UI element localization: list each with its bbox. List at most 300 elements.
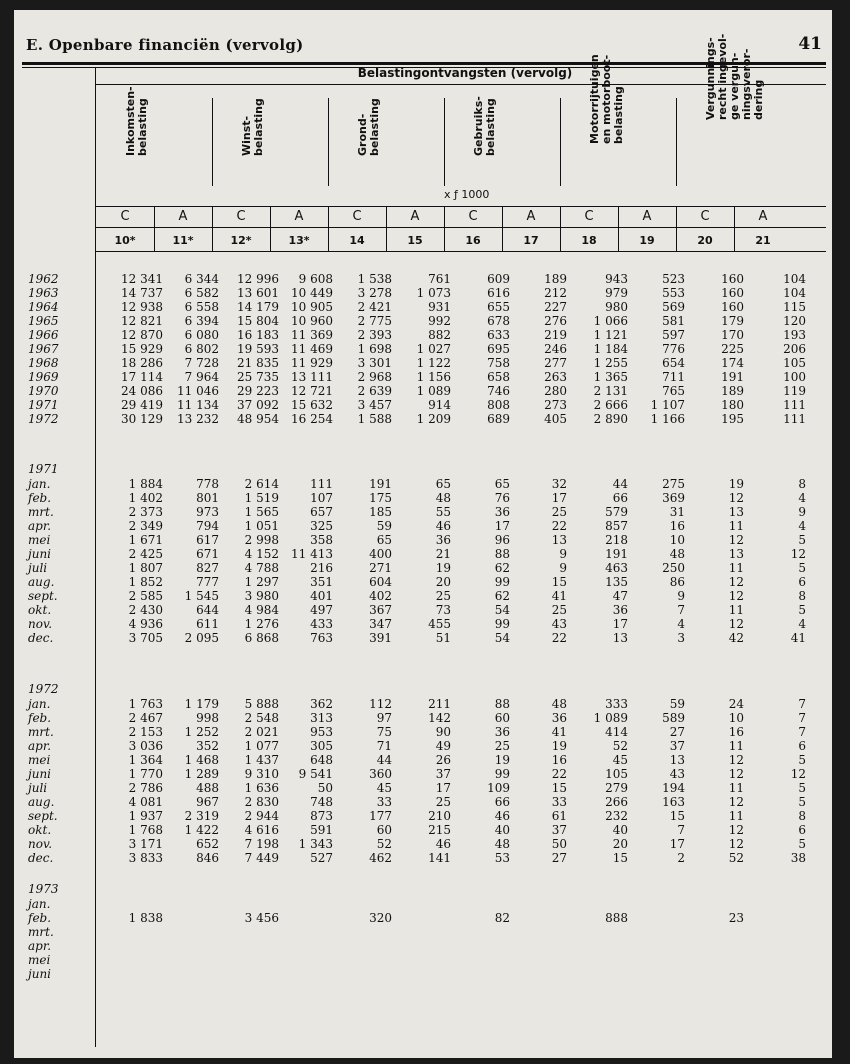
table-cell: 616 — [487, 286, 510, 300]
table-cell: 76 — [494, 491, 510, 505]
table-cell: 99 — [494, 617, 510, 631]
table-cell: 2 666 — [593, 398, 628, 412]
row-label: 1969 — [28, 370, 59, 384]
table-cell: 1 051 — [244, 519, 279, 533]
table-cell: 15 — [551, 781, 567, 795]
table-cell: 29 419 — [121, 398, 163, 412]
table-cell: 658 — [487, 370, 510, 384]
table-cell: 135 — [605, 575, 628, 589]
row-label: apr. — [28, 739, 52, 753]
table-cell: 191 — [605, 547, 628, 561]
table-cell: 22 — [551, 519, 567, 533]
table-cell: 12 — [728, 617, 744, 631]
table-cell: 12 341 — [121, 272, 163, 286]
column-group-divider — [676, 98, 677, 186]
table-cell: 19 — [435, 561, 451, 575]
table-cell: 1 838 — [128, 911, 163, 925]
row-label: 1965 — [28, 314, 59, 328]
table-cell: 215 — [428, 823, 451, 837]
column-number: 14 — [349, 234, 365, 247]
table-cell: 609 — [487, 272, 510, 286]
table-cell: 12 — [728, 837, 744, 851]
table-cell: 1 807 — [128, 561, 163, 575]
table-cell: 648 — [310, 753, 333, 767]
table-cell: 320 — [369, 911, 392, 925]
table-cell: 9 541 — [298, 767, 333, 781]
table-cell: 1 437 — [244, 753, 279, 767]
table-cell: 60 — [494, 711, 510, 725]
table-cell: 65 — [376, 533, 392, 547]
table-cell: 808 — [487, 398, 510, 412]
table-cell: 22 — [551, 767, 567, 781]
table-cell: 1 156 — [416, 370, 451, 384]
table-cell: 1 365 — [593, 370, 628, 384]
column-number: 20 — [697, 234, 713, 247]
table-cell: 55 — [435, 505, 451, 519]
table-cell: 1 089 — [416, 384, 451, 398]
row-label: nov. — [28, 617, 53, 631]
table-cell: 352 — [196, 739, 219, 753]
table-cell: 4 — [798, 617, 806, 631]
table-cell: 1 027 — [416, 342, 451, 356]
section-title: E. Openbare financiën (vervolg) — [26, 36, 304, 54]
table-cell: 43 — [551, 617, 567, 631]
table-cell: 414 — [605, 725, 628, 739]
table-cell: 617 — [196, 533, 219, 547]
table-cell: 589 — [662, 711, 685, 725]
table-cell: 7 198 — [244, 837, 279, 851]
table-cell: 7 — [798, 711, 806, 725]
table-cell: 6 868 — [244, 631, 279, 645]
table-cell: 279 — [605, 781, 628, 795]
table-cell: 1 107 — [650, 398, 685, 412]
table-cell: 10 — [669, 533, 685, 547]
column-number: 21 — [755, 234, 771, 247]
table-cell: 195 — [721, 412, 744, 426]
column-group-header — [212, 92, 270, 184]
table-cell: 111 — [783, 398, 806, 412]
table-cell: 51 — [435, 631, 451, 645]
table-cell: 61 — [551, 809, 567, 823]
table-cell: 313 — [310, 711, 333, 725]
table-cell: 42 — [728, 631, 744, 645]
table-cell: 62 — [494, 561, 510, 575]
table-cell: 19 593 — [237, 342, 279, 356]
table-cell: 3 980 — [244, 589, 279, 603]
table-cell: 2 585 — [128, 589, 163, 603]
table-cell: 13 232 — [177, 412, 219, 426]
ca-cell: A — [410, 209, 420, 224]
table-cell: 1 184 — [593, 342, 628, 356]
table-cell: 12 721 — [291, 384, 333, 398]
column-group-header — [676, 33, 765, 184]
row-label: mei — [28, 953, 51, 967]
column-group-label: Winst- belasting — [240, 98, 265, 156]
table-cell: 88 — [494, 547, 510, 561]
table-cell: 998 — [196, 711, 219, 725]
column-group-label: Vergunnings- recht ingevol- ge vergun- ningsveror- dering — [704, 33, 765, 120]
table-cell: 20 — [435, 575, 451, 589]
table-cell: 581 — [662, 314, 685, 328]
table-cell: 141 — [428, 851, 451, 865]
table-cell: 604 — [369, 575, 392, 589]
table-cell: 86 — [669, 575, 685, 589]
row-label: okt. — [28, 603, 52, 617]
table-cell: 1 565 — [244, 505, 279, 519]
table-cell: 765 — [662, 384, 685, 398]
table-cell: 402 — [369, 589, 392, 603]
table-cell: 17 — [435, 781, 451, 795]
table-cell: 12 — [728, 767, 744, 781]
table-cell: 5 — [798, 781, 806, 795]
table-cell: 433 — [310, 617, 333, 631]
table-cell: 189 — [544, 272, 567, 286]
table-cell: 2 095 — [184, 631, 219, 645]
table-cell: 1 538 — [357, 272, 392, 286]
column-number: 11* — [172, 234, 194, 247]
table-cell: 358 — [310, 533, 333, 547]
table-cell: 488 — [196, 781, 219, 795]
table-cell: 19 — [728, 477, 744, 491]
table-cell: 48 — [494, 837, 510, 851]
table-cell: 119 — [783, 384, 806, 398]
table-cell: 38 — [790, 851, 806, 865]
table-cell: 12 — [728, 795, 744, 809]
table-cell: 1 089 — [593, 711, 628, 725]
table-cell: 4 616 — [244, 823, 279, 837]
table-cell: 107 — [310, 491, 333, 505]
column-group-label: Gebruiks- belasting — [472, 96, 497, 156]
table-cell: 276 — [544, 314, 567, 328]
table-cell: 11 413 — [291, 547, 333, 561]
table-cell: 33 — [376, 795, 392, 809]
column-number: 12* — [230, 234, 252, 247]
table-cell: 250 — [662, 561, 685, 575]
table-cell: 115 — [783, 300, 806, 314]
column-group-divider — [328, 98, 329, 186]
table-cell: 758 — [487, 356, 510, 370]
table-cell: 13 — [551, 533, 567, 547]
table-cell: 175 — [369, 491, 392, 505]
table-cell: 3 036 — [128, 739, 163, 753]
table-cell: 82 — [494, 911, 510, 925]
table-cell: 2 467 — [128, 711, 163, 725]
table-cell: 3 705 — [128, 631, 163, 645]
table-cell: 15 804 — [237, 314, 279, 328]
table-cell: 111 — [783, 412, 806, 426]
table-cell: 1 297 — [244, 575, 279, 589]
table-cell: 6 080 — [184, 328, 219, 342]
table-cell: 17 — [551, 491, 567, 505]
row-label: dec. — [28, 631, 54, 645]
table-cell: 8 — [798, 589, 806, 603]
unit-label: x ƒ 1000 — [444, 188, 490, 201]
table-cell: 37 — [435, 767, 451, 781]
page-number: 41 — [798, 34, 822, 54]
table-cell: 142 — [428, 711, 451, 725]
table-cell: 2 349 — [128, 519, 163, 533]
table-cell: 7 449 — [244, 851, 279, 865]
table-cell: 10 960 — [291, 314, 333, 328]
ca-cell: C — [236, 209, 246, 224]
row-label: jan. — [28, 697, 51, 711]
table-cell: 12 — [728, 533, 744, 547]
table-cell: 1 121 — [593, 328, 628, 342]
table-cell: 553 — [662, 286, 685, 300]
table-cell: 992 — [428, 314, 451, 328]
table-cell: 25 — [435, 589, 451, 603]
table-cell: 611 — [196, 617, 219, 631]
table-cell: 52 — [376, 837, 392, 851]
table-cell: 3 171 — [128, 837, 163, 851]
table-cell: 748 — [310, 795, 333, 809]
table-cell: 14 179 — [237, 300, 279, 314]
table-cell: 1 122 — [416, 356, 451, 370]
table-cell: 33 — [551, 795, 567, 809]
table-cell: 46 — [435, 519, 451, 533]
table-cell: 1 519 — [244, 491, 279, 505]
table-cell: 53 — [494, 851, 510, 865]
table-cell: 25 — [435, 795, 451, 809]
table-cell: 7 — [798, 697, 806, 711]
row-label: jan. — [28, 477, 51, 491]
table-cell: 11 — [728, 739, 744, 753]
ca-cell: C — [584, 209, 594, 224]
table-cell: 914 — [428, 398, 451, 412]
column-group-divider — [444, 98, 445, 186]
column-number: 15 — [407, 234, 423, 247]
row-label: jan. — [28, 897, 51, 911]
row-label: nov. — [28, 837, 53, 851]
row-label: feb. — [28, 711, 52, 725]
table-cell: 11 — [728, 781, 744, 795]
table-cell: 1 179 — [184, 697, 219, 711]
table-cell: 36 — [494, 505, 510, 519]
table-cell: 2 430 — [128, 603, 163, 617]
table-cell: 21 — [435, 547, 451, 561]
row-label: aug. — [28, 575, 55, 589]
table-cell: 2 — [677, 851, 685, 865]
row-label: 1962 — [28, 272, 59, 286]
column-group-header — [444, 92, 502, 184]
group-title: Belastingontvangsten (vervolg) — [357, 66, 573, 80]
table-cell: 275 — [662, 477, 685, 491]
table-cell: 2 425 — [128, 547, 163, 561]
table-cell: 652 — [196, 837, 219, 851]
column-group-divider — [560, 98, 561, 186]
table-cell: 280 — [544, 384, 567, 398]
table-cell: 6 — [798, 739, 806, 753]
ca-cell: A — [758, 209, 768, 224]
table-cell: 2 421 — [357, 300, 392, 314]
table-cell: 5 — [798, 603, 806, 617]
table-cell: 367 — [369, 603, 392, 617]
table-cell: 678 — [487, 314, 510, 328]
column-group-header — [560, 54, 625, 184]
table-cell: 59 — [669, 697, 685, 711]
table-cell: 405 — [544, 412, 567, 426]
table-cell: 112 — [369, 697, 392, 711]
table-cell: 6 558 — [184, 300, 219, 314]
table-cell: 7 728 — [184, 356, 219, 370]
table-cell: 7 — [798, 725, 806, 739]
table-cell: 16 — [551, 753, 567, 767]
row-label: mrt. — [28, 725, 54, 739]
table-cell: 225 — [721, 342, 744, 356]
table-cell: 3 — [677, 631, 685, 645]
table-cell: 2 319 — [184, 809, 219, 823]
table-cell: 369 — [662, 491, 685, 505]
table-cell: 4 152 — [244, 547, 279, 561]
row-label: sept. — [28, 809, 58, 823]
table-cell: 11 369 — [291, 328, 333, 342]
table-cell: 333 — [605, 697, 628, 711]
table-cell: 2 944 — [244, 809, 279, 823]
table-cell: 49 — [435, 739, 451, 753]
table-cell: 189 — [721, 384, 744, 398]
table-cell: 5 — [798, 753, 806, 767]
table-cell: 163 — [662, 795, 685, 809]
table-cell: 41 — [551, 589, 567, 603]
table-cell: 1 255 — [593, 356, 628, 370]
table-cell: 801 — [196, 491, 219, 505]
table-cell: 2 548 — [244, 711, 279, 725]
table-cell: 13 601 — [237, 286, 279, 300]
table-cell: 6 344 — [184, 272, 219, 286]
table-cell: 54 — [494, 603, 510, 617]
table-cell: 12 938 — [121, 300, 163, 314]
row-label: feb. — [28, 491, 52, 505]
table-cell: 3 456 — [244, 911, 279, 925]
table-cell: 216 — [310, 561, 333, 575]
table-cell: 26 — [435, 753, 451, 767]
table-cell: 29 223 — [237, 384, 279, 398]
row-label: juli — [28, 561, 48, 575]
table-cell: 4 081 — [128, 795, 163, 809]
table-cell: 1 545 — [184, 589, 219, 603]
table-cell: 5 — [798, 533, 806, 547]
table-cell: 1 252 — [184, 725, 219, 739]
table-cell: 2 639 — [357, 384, 392, 398]
row-label: sept. — [28, 589, 58, 603]
table-cell: 65 — [494, 477, 510, 491]
table-cell: 846 — [196, 851, 219, 865]
table-cell: 827 — [196, 561, 219, 575]
table-cell: 11 134 — [177, 398, 219, 412]
table-cell: 657 — [310, 505, 333, 519]
table-cell: 12 821 — [121, 314, 163, 328]
row-label: 1972 — [28, 412, 59, 426]
table-cell: 1 468 — [184, 753, 219, 767]
table-cell: 1 209 — [416, 412, 451, 426]
table-cell: 4 — [677, 617, 685, 631]
ca-cell: C — [700, 209, 710, 224]
table-cell: 2 998 — [244, 533, 279, 547]
colnum-rule — [96, 251, 826, 252]
table-cell: 3 457 — [357, 398, 392, 412]
table-cell: 15 929 — [121, 342, 163, 356]
table-cell: 210 — [428, 809, 451, 823]
table-cell: 9 — [677, 589, 685, 603]
table-cell: 111 — [310, 477, 333, 491]
table-cell: 88 — [494, 697, 510, 711]
table-cell: 9 — [559, 561, 567, 575]
table-cell: 11 — [728, 603, 744, 617]
table-cell: 12 — [728, 753, 744, 767]
table-cell: 16 183 — [237, 328, 279, 342]
table-cell: 104 — [783, 286, 806, 300]
table-cell: 1 770 — [128, 767, 163, 781]
table-cell: 10 449 — [291, 286, 333, 300]
table-cell: 21 835 — [237, 356, 279, 370]
table-cell: 100 — [783, 370, 806, 384]
table-cell: 1 698 — [357, 342, 392, 356]
table-cell: 5 888 — [244, 697, 279, 711]
table-cell: 73 — [435, 603, 451, 617]
table-cell: 12 996 — [237, 272, 279, 286]
table-cell: 160 — [721, 272, 744, 286]
table-cell: 19 — [494, 753, 510, 767]
table-cell: 347 — [369, 617, 392, 631]
table-cell: 1 636 — [244, 781, 279, 795]
table-cell: 218 — [605, 533, 628, 547]
table-cell: 401 — [310, 589, 333, 603]
row-label: mei — [28, 533, 51, 547]
table-cell: 41 — [551, 725, 567, 739]
table-cell: 3 278 — [357, 286, 392, 300]
table-cell: 27 — [551, 851, 567, 865]
table-cell: 177 — [369, 809, 392, 823]
table-cell: 10 905 — [291, 300, 333, 314]
table-cell: 20 — [612, 837, 628, 851]
table-cell: 7 — [677, 603, 685, 617]
table-cell: 695 — [487, 342, 510, 356]
table-cell: 24 — [728, 697, 744, 711]
table-cell: 1 077 — [244, 739, 279, 753]
table-cell: 46 — [494, 809, 510, 823]
table-cell: 9 310 — [244, 767, 279, 781]
table-cell: 30 129 — [121, 412, 163, 426]
table-cell: 2 614 — [244, 477, 279, 491]
table-cell: 15 632 — [291, 398, 333, 412]
table-cell: 227 — [544, 300, 567, 314]
table-cell: 11 — [728, 561, 744, 575]
table-cell: 36 — [551, 711, 567, 725]
column-number: 10* — [114, 234, 136, 247]
table-cell: 4 — [798, 491, 806, 505]
table-cell: 12 — [728, 491, 744, 505]
table-cell: 1 402 — [128, 491, 163, 505]
table-cell: 212 — [544, 286, 567, 300]
table-cell: 105 — [783, 356, 806, 370]
table-cell: 3 833 — [128, 851, 163, 865]
table-cell: 43 — [669, 767, 685, 781]
table-cell: 194 — [662, 781, 685, 795]
table-cell: 325 — [310, 519, 333, 533]
table-cell: 12 — [790, 547, 806, 561]
table-cell: 973 — [196, 505, 219, 519]
table-cell: 2 131 — [593, 384, 628, 398]
ca-cell: A — [642, 209, 652, 224]
table-cell: 2 830 — [244, 795, 279, 809]
column-number: 18 — [581, 234, 597, 247]
row-label: apr. — [28, 519, 52, 533]
table-cell: 13 — [728, 505, 744, 519]
table-cell: 16 — [669, 519, 685, 533]
table-cell: 105 — [605, 767, 628, 781]
table-cell: 1 884 — [128, 477, 163, 491]
row-label: 1966 — [28, 328, 59, 342]
